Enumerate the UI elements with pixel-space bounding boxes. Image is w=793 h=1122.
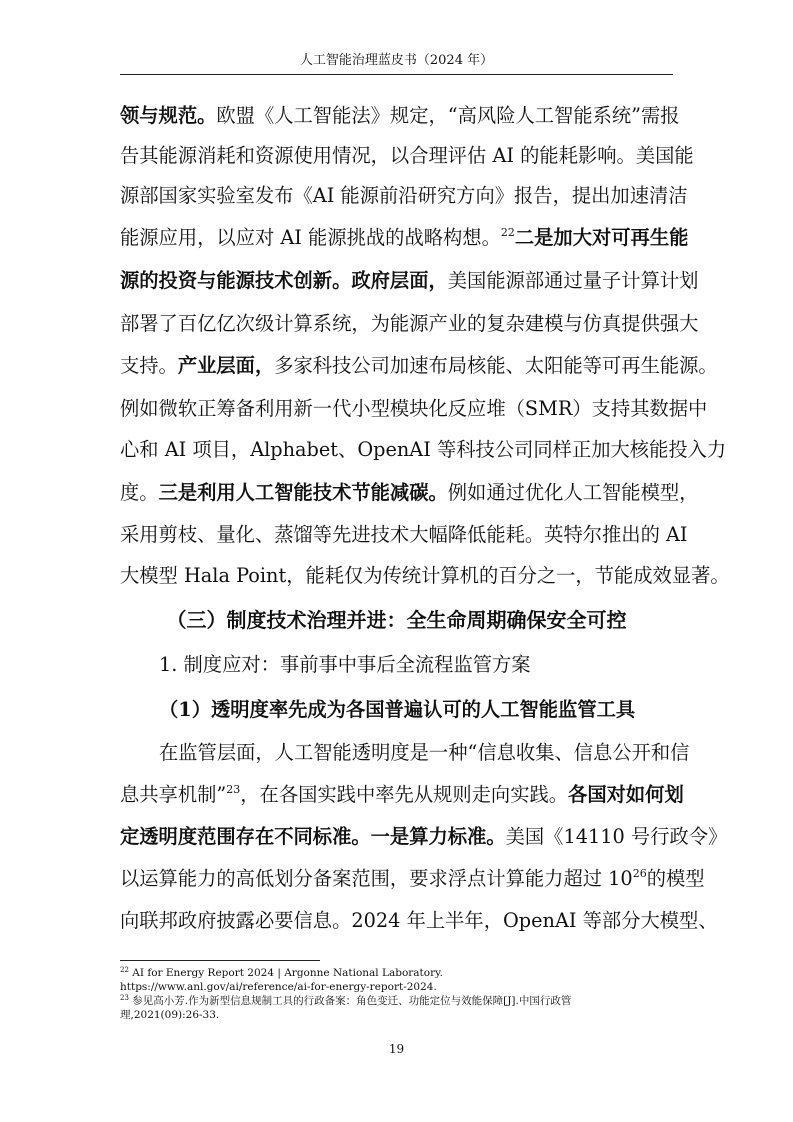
footnote-ref: 26	[632, 867, 647, 880]
body-line	[120, 176, 688, 216]
footnote-number: 23	[120, 994, 129, 1002]
body-line	[120, 901, 718, 941]
text-run: 息共享机制”	[120, 783, 227, 806]
text-run: 能源应用，以应对 AI 能源挑战的战略构想。	[120, 226, 501, 249]
body-line	[120, 96, 680, 136]
page-number: 19	[388, 1042, 405, 1056]
bold-phrase: 一是算力标准。	[370, 825, 506, 848]
bold-phrase: 各国对如何划	[568, 783, 684, 806]
body-line	[120, 346, 718, 386]
body-line	[120, 218, 689, 258]
text-run: 例如通过优化人工智能模型，	[447, 481, 699, 504]
bold-phrase: 领与规范。	[120, 104, 217, 127]
text-run: 大模型 Hala Point，能耗仅为传统计算机的百分之一，节能成效显著。	[120, 564, 730, 587]
footnote-text: 参见高小芳.作为新型信息规制工具的行政备案：角色变迁、功能定位与效能保障[J].中国行政管	[128, 995, 572, 1007]
body-line	[120, 304, 699, 344]
body-line	[120, 261, 699, 301]
bold-phrase: 三是利用人工智能技术节能减碳。	[158, 481, 448, 504]
text-run: 心和 AI 项目，Alphabet、OpenAI 等科技公司同样正加大核能投入力	[120, 438, 727, 461]
text-run: 例如微软正筹备利用新一代小型模块化反应堆（SMR）支持其数据中	[120, 397, 708, 420]
text-run: 度。	[120, 481, 159, 504]
text-run: 多家科技公司加速布局核能、太阳能等可再生能源。	[274, 354, 718, 377]
header-divider	[120, 74, 673, 75]
text-run: 在监管层面，人工智能透明度是一种“信息收集、信息公开和信	[159, 741, 690, 764]
body-line	[120, 430, 727, 470]
text-run: 欧盟《人工智能法》规定，“高风险人工智能系统”需报	[216, 104, 680, 127]
footnote-ref: 23	[226, 783, 241, 796]
bold-phrase: 定透明度范围存在不同标准。	[120, 825, 371, 848]
body-line	[120, 859, 705, 899]
footnote-ref: 22	[500, 226, 515, 239]
body-line	[120, 515, 688, 555]
running-header: 人工智能治理蓝皮书（2024 年）	[299, 53, 494, 68]
bold-phrase: 产业层面，	[177, 354, 275, 377]
body-line	[120, 775, 684, 815]
text-run: 部署了百亿亿次级计算系统，为能源产业的复杂建模与仿真提供强大	[120, 312, 699, 335]
footnote-23	[120, 994, 673, 1008]
subsubsection-heading: （1）透明度率先成为各国普遍认可的人工智能监管工具	[159, 698, 636, 721]
footnote-number: 22	[120, 966, 129, 974]
text-run: 支持。	[120, 354, 178, 377]
body-line	[120, 473, 699, 513]
footnote-23-cont: 理,2021(09):26-33.	[120, 1009, 220, 1021]
text-run: 源部国家实验室发布《AI 能源前沿研究方向》报告，提出加速清洁	[120, 184, 688, 207]
body-line	[120, 136, 694, 176]
bold-phrase: 二是加大对可再生能	[514, 226, 689, 249]
bold-phrase: 政府层面，	[351, 269, 448, 292]
footnote-divider	[120, 960, 320, 961]
text-run: 美国《14110 号行政令》	[505, 825, 728, 848]
text-run: 以运算能力的高低划分备案范围，要求浮点计算能力超过 10	[120, 867, 633, 890]
subsection-heading: 1. 制度应对：事前事中事后全流程监管方案	[159, 653, 531, 676]
section-heading: （三）制度技术治理并进：全生命周期确保安全可控	[166, 608, 627, 632]
footnote-text: AI for Energy Report 2024 | Argonne National Laboratory.	[128, 967, 443, 979]
body-line	[120, 556, 730, 596]
body-line	[120, 817, 728, 857]
footnote-22	[120, 966, 673, 980]
text-run: 美国能源部通过量子计算计划	[447, 269, 699, 292]
bold-phrase: 源的投资与能源技术创新。	[120, 269, 352, 292]
footnote-22-url: https://www.anl.gov/ai/reference/ai-for-energy-report-2024.	[120, 981, 437, 993]
text-run: 向联邦政府披露必要信息。2024 年上半年，OpenAI 等部分大模型、	[120, 909, 718, 932]
text-run: ，在各国实践中率先从规则走向实践。	[240, 783, 569, 806]
body-line	[120, 389, 708, 429]
text-run: 的模型	[646, 867, 705, 890]
body-line	[120, 733, 690, 773]
text-run: 采用剪枝、量化、蒸馏等先进技术大幅降低能耗。英特尔推出的 AI	[120, 523, 688, 546]
text-run: 告其能源消耗和资源使用情况，以合理评估 AI 的能耗影响。美国能	[120, 144, 694, 167]
